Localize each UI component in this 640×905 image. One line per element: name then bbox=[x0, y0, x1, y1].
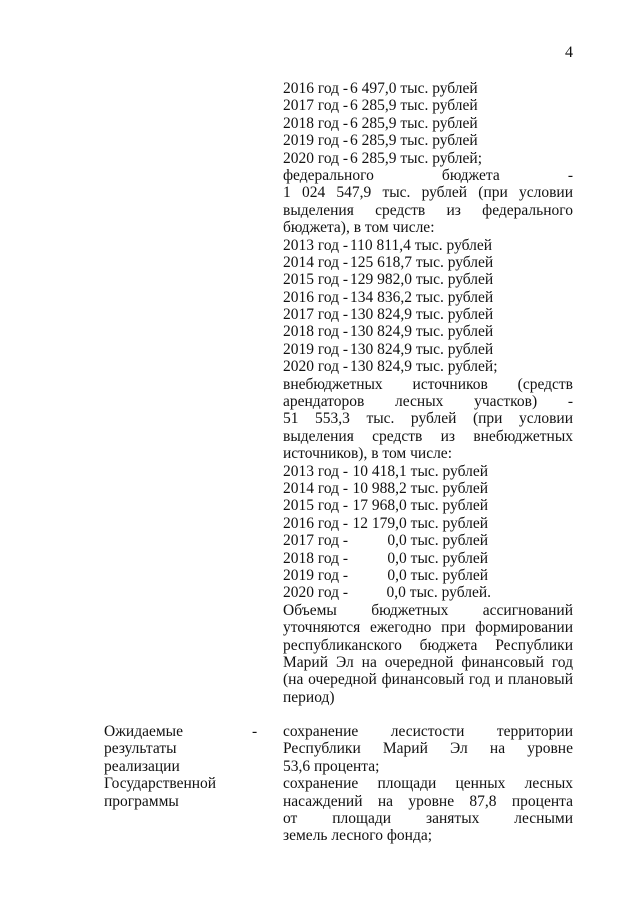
year-label: 2020 год - bbox=[283, 584, 349, 602]
year-label: 2018 год - bbox=[283, 323, 349, 341]
year-amount: 125 618,7 тыс. рублей bbox=[350, 253, 494, 271]
results-text bbox=[283, 723, 573, 845]
year-row bbox=[283, 497, 573, 514]
year-row bbox=[283, 341, 573, 358]
year-amount: 0,0 тыс. рублей bbox=[387, 532, 488, 550]
year-row bbox=[283, 289, 573, 306]
year-row bbox=[283, 567, 573, 584]
year-amount: 10 988,2 тыс. рублей bbox=[352, 479, 488, 497]
year-row bbox=[283, 306, 573, 323]
year-amount: 10 418,1 тыс. рублей bbox=[352, 462, 488, 480]
year-row bbox=[283, 532, 573, 549]
year-label: 2017 год - bbox=[283, 306, 349, 324]
year-row bbox=[283, 271, 573, 288]
year-label: 2014 год - bbox=[283, 479, 349, 497]
year-label: 2019 год - bbox=[283, 566, 349, 584]
volumes-text-line: Марий Эл на очередной финансовый год bbox=[283, 653, 573, 671]
results-text-line: 53,6 процента; bbox=[283, 757, 380, 775]
year-label: 2018 год - bbox=[283, 114, 349, 132]
year-label: 2013 год - bbox=[283, 236, 349, 254]
year-amount: 6 285,9 тыс. рублей bbox=[350, 132, 478, 150]
year-amount: 6 497,0 тыс. рублей bbox=[350, 80, 478, 97]
results-text-line: сохранение площади ценных лесных bbox=[283, 775, 573, 793]
year-label: 2013 год - bbox=[283, 462, 349, 480]
extra-text-line: источников), в том числе: bbox=[283, 445, 452, 463]
page-number: 4 bbox=[565, 44, 573, 61]
year-amount: 130 824,9 тыс. рублей; bbox=[350, 358, 498, 376]
year-amount: 17 968,0 тыс. рублей bbox=[352, 497, 488, 515]
federal-text-line: федерального бюджета - bbox=[283, 166, 573, 184]
year-row bbox=[283, 80, 573, 97]
results-label bbox=[104, 723, 274, 810]
year-label: 2015 год - bbox=[283, 497, 349, 515]
results-label-line: Ожидаемые bbox=[104, 723, 183, 740]
year-label: 2017 год - bbox=[283, 532, 349, 550]
year-label: 2016 год - bbox=[283, 80, 349, 97]
extra-text-line: арендаторов лесных участков) - bbox=[283, 393, 573, 411]
year-row bbox=[283, 254, 573, 271]
funding-block bbox=[283, 80, 573, 706]
year-amount: 134 836,2 тыс. рублей bbox=[350, 288, 494, 306]
volumes-text-line: уточняются ежегодно при формировании bbox=[283, 619, 573, 637]
results-text-line: Республики Марий Эл на уровне bbox=[283, 740, 573, 758]
results-text-line: от площади занятых лесными bbox=[283, 809, 573, 827]
results-text-line: земель лесного фонда; bbox=[283, 827, 433, 845]
year-amount: 130 824,9 тыс. рублей bbox=[350, 306, 494, 324]
year-row bbox=[283, 97, 573, 114]
year-amount: 130 824,9 тыс. рублей bbox=[350, 340, 494, 358]
year-amount: 6 285,9 тыс. рублей bbox=[350, 97, 478, 115]
volumes-text-line: (на очередной финансовый год и плановый bbox=[283, 671, 573, 689]
year-label: 2016 год - bbox=[283, 514, 349, 532]
volumes-text-line: период) bbox=[283, 688, 335, 706]
year-row bbox=[283, 515, 573, 532]
results-label-line: программы bbox=[104, 792, 179, 810]
federal-text-line: выделения средств из федерального bbox=[283, 201, 573, 219]
year-label: 2017 год - bbox=[283, 97, 349, 115]
year-label: 2015 год - bbox=[283, 271, 349, 289]
results-label-line: Государственной bbox=[104, 775, 217, 793]
year-label: 2020 год - bbox=[283, 149, 349, 167]
year-amount: 0,0 тыс. рублей. bbox=[386, 584, 491, 602]
year-row bbox=[283, 132, 573, 149]
year-row bbox=[283, 480, 573, 497]
year-amount: 6 285,9 тыс. рублей; bbox=[350, 149, 482, 167]
year-amount: 110 811,4 тыс. рублей bbox=[350, 236, 493, 254]
year-amount: 0,0 тыс. рублей bbox=[387, 549, 488, 567]
extra-text-line: выделения средств из внебюджетных bbox=[283, 427, 573, 445]
year-amount: 129 982,0 тыс. рублей bbox=[350, 271, 494, 289]
year-row bbox=[283, 584, 573, 601]
year-row bbox=[283, 463, 573, 480]
year-label: 2014 год - bbox=[283, 253, 349, 271]
year-row bbox=[283, 358, 573, 375]
year-row bbox=[283, 237, 573, 254]
year-label: 2020 год - bbox=[283, 358, 349, 376]
extra-text-line: внебюджетных источников (средств bbox=[283, 375, 573, 393]
year-label: 2019 год - bbox=[283, 340, 349, 358]
results-label-line: результаты bbox=[104, 740, 177, 758]
year-row bbox=[283, 550, 573, 567]
results-dash: - bbox=[252, 723, 258, 740]
year-row bbox=[283, 323, 573, 340]
federal-text-line: 1 024 547,9 тыс. рублей (при условии bbox=[283, 184, 573, 202]
results-text-line: насаждений на уровне 87,8 процента bbox=[283, 792, 573, 810]
results-label-line: реализации bbox=[104, 757, 180, 775]
results-text-line: сохранение лесистости территории bbox=[283, 723, 573, 740]
volumes-text-line: Объемы бюджетных ассигнований bbox=[283, 601, 573, 619]
year-amount: 12 179,0 тыс. рублей bbox=[352, 514, 488, 532]
year-label: 2018 год - bbox=[283, 549, 349, 567]
year-label: 2016 год - bbox=[283, 288, 349, 306]
year-label: 2019 год - bbox=[283, 132, 349, 150]
extra-text-line: 51 553,3 тыс. рублей (при условии bbox=[283, 410, 573, 428]
year-row bbox=[283, 150, 573, 167]
federal-text-line: бюджета), в том числе: bbox=[283, 219, 435, 237]
volumes-text-line: республиканского бюджета Республики bbox=[283, 636, 573, 654]
year-amount: 6 285,9 тыс. рублей bbox=[350, 114, 478, 132]
year-row bbox=[283, 115, 573, 132]
year-amount: 0,0 тыс. рублей bbox=[387, 566, 488, 584]
year-amount: 130 824,9 тыс. рублей bbox=[350, 323, 494, 341]
